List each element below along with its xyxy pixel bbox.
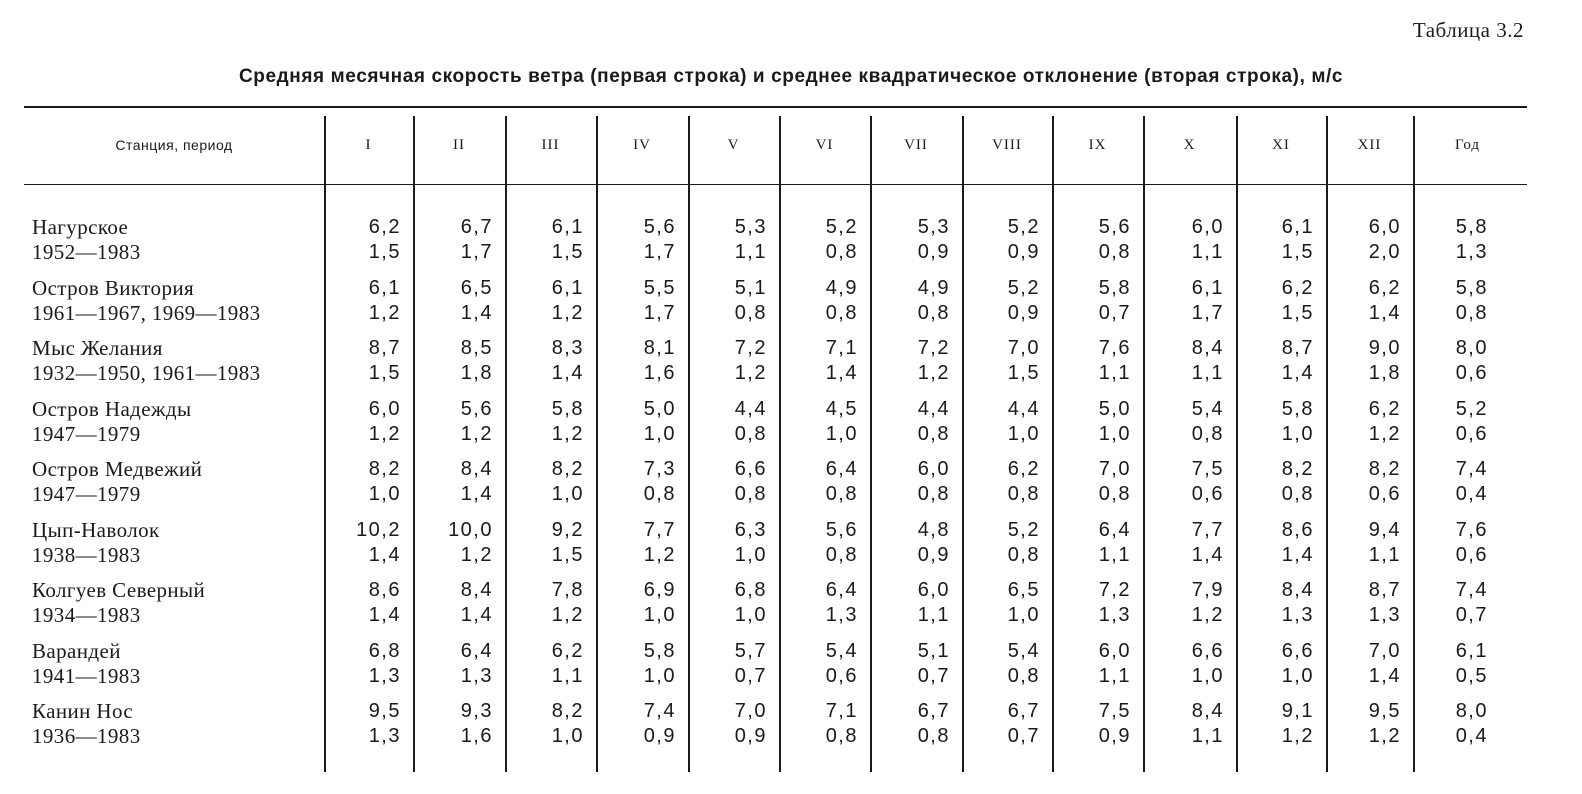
std-dev-cell: 0,8 [825,543,858,566]
mean-speed-cell: 4,4 [734,397,767,420]
std-dev-cell: 1,2 [734,362,767,384]
mean-speed-cell: 5,2 [825,216,858,238]
station-name: Мыс Желания [32,336,163,360]
std-dev-cell: 1,7 [460,241,493,263]
mean-speed-cell: 8,6 [1281,518,1314,541]
mean-speed-cell: 5,8 [1455,216,1488,238]
mean-speed-cell: 8,4 [1191,700,1224,722]
std-dev-cell: 1,3 [1098,604,1131,626]
station-period: 1936—1983 [32,724,141,748]
header-col-10: X [1183,136,1196,153]
std-dev-cell: 1,0 [643,604,676,626]
std-dev-cell: 1,1 [1368,543,1401,566]
std-dev-cell: 0,4 [1455,725,1488,747]
mean-speed-cell: 5,5 [643,276,676,299]
std-dev-cell: 0,8 [917,725,950,747]
mean-speed-cell: 8,2 [1281,458,1314,480]
mean-speed-cell: 5,6 [1098,216,1131,238]
mean-speed-cell: 8,0 [1455,700,1488,722]
std-dev-cell: 1,5 [368,241,401,263]
mean-speed-cell: 8,4 [460,579,493,601]
station-period: 1932—1950, 1961—1983 [32,361,261,385]
mean-speed-cell: 6,6 [1191,639,1224,662]
mean-speed-cell: 6,9 [643,579,676,601]
std-dev-cell: 1,4 [1368,301,1401,324]
mean-speed-cell: 5,4 [825,639,858,662]
std-dev-cell: 1,1 [551,664,584,687]
mean-speed-cell: 6,1 [551,276,584,299]
std-dev-cell: 1,0 [643,664,676,687]
std-dev-cell: 1,2 [551,604,584,626]
mean-speed-cell: 5,3 [734,216,767,238]
station-period: 1941—1983 [32,663,141,688]
std-dev-cell: 0,5 [1455,664,1488,687]
std-dev-cell: 0,8 [734,483,767,505]
mean-speed-cell: 6,2 [368,216,401,238]
header-col-11: XI [1272,136,1290,153]
std-dev-cell: 1,0 [734,543,767,566]
mean-speed-cell: 5,1 [917,639,950,662]
header-col-1: I [365,136,372,153]
mean-speed-cell: 7,9 [1191,579,1224,601]
mean-speed-cell: 8,2 [551,458,584,480]
std-dev-cell: 1,7 [1191,301,1224,324]
mean-speed-cell: 5,0 [643,397,676,420]
mean-speed-cell: 5,1 [734,276,767,299]
station-period: 1947—1979 [32,482,141,506]
std-dev-cell: 1,2 [917,362,950,384]
std-dev-cell: 0,9 [1007,301,1040,324]
std-dev-cell: 0,6 [1455,362,1488,384]
mean-speed-cell: 9,0 [1368,337,1401,359]
mean-speed-cell: 6,2 [551,639,584,662]
mean-speed-cell: 7,3 [643,458,676,480]
mean-speed-cell: 6,1 [551,216,584,238]
std-dev-cell: 1,2 [368,301,401,324]
mean-speed-cell: 7,0 [1098,458,1131,480]
std-dev-cell: 1,2 [460,543,493,566]
mean-speed-cell: 7,4 [1455,458,1488,480]
std-dev-cell: 1,1 [734,241,767,263]
station-name: Цып-Наволок [32,517,160,542]
std-dev-cell: 0,6 [1455,422,1488,445]
std-dev-cell: 0,9 [1098,725,1131,747]
std-dev-cell: 0,9 [917,241,950,263]
table-row [0,516,1582,572]
std-dev-cell: 1,1 [1191,725,1224,747]
mean-speed-cell: 6,3 [734,518,767,541]
mean-speed-cell: 9,5 [368,700,401,722]
mean-speed-cell: 7,7 [643,518,676,541]
std-dev-cell: 1,4 [460,483,493,505]
header-station: Станция, период [115,137,233,153]
mean-speed-cell: 8,2 [1368,458,1401,480]
std-dev-cell: 0,8 [1098,483,1131,505]
mean-speed-cell: 6,4 [1098,518,1131,541]
mean-speed-cell: 6,0 [917,579,950,601]
std-dev-cell: 1,4 [1191,543,1224,566]
mean-speed-cell: 7,2 [734,337,767,359]
std-dev-cell: 0,6 [1455,543,1488,566]
mean-speed-cell: 9,1 [1281,700,1314,722]
std-dev-cell: 0,4 [1455,483,1488,505]
mean-speed-cell: 5,8 [1455,276,1488,299]
mean-speed-cell: 8,3 [551,337,584,359]
mean-speed-cell: 4,9 [917,276,950,299]
std-dev-cell: 1,0 [1007,422,1040,445]
std-dev-cell: 0,8 [825,241,858,263]
mean-speed-cell: 5,7 [734,639,767,662]
header-col-7: VII [904,136,928,153]
mean-speed-cell: 6,1 [1281,216,1314,238]
table-row [0,274,1582,330]
std-dev-cell: 0,8 [734,422,767,445]
mean-speed-cell: 7,1 [825,337,858,359]
mean-speed-cell: 8,4 [1281,579,1314,601]
std-dev-cell: 1,4 [368,543,401,566]
std-dev-cell: 1,4 [825,362,858,384]
mean-speed-cell: 6,0 [368,397,401,420]
station-period: 1952—1983 [32,240,141,264]
mean-speed-cell: 8,7 [368,337,401,359]
mean-speed-cell: 6,0 [1191,216,1224,238]
std-dev-cell: 1,1 [1098,362,1131,384]
mean-speed-cell: 5,8 [643,639,676,662]
mean-speed-cell: 6,5 [460,276,493,299]
mean-speed-cell: 7,5 [1191,458,1224,480]
std-dev-cell: 0,9 [734,725,767,747]
std-dev-cell: 1,3 [1281,604,1314,626]
mean-speed-cell: 7,4 [1455,579,1488,601]
mean-speed-cell: 6,4 [460,639,493,662]
header-col-5: V [727,136,740,153]
std-dev-cell: 1,5 [1281,241,1314,263]
std-dev-cell: 0,8 [1455,301,1488,324]
std-dev-cell: 1,4 [460,604,493,626]
mean-speed-cell: 8,5 [460,337,493,359]
std-dev-cell: 1,0 [368,483,401,505]
station-name: Варандей [32,638,121,663]
std-dev-cell: 2,0 [1368,241,1401,263]
mean-speed-cell: 7,5 [1098,700,1131,722]
mean-speed-cell: 6,1 [368,276,401,299]
std-dev-cell: 1,2 [460,422,493,445]
mean-speed-cell: 5,8 [551,397,584,420]
std-dev-cell: 0,8 [1281,483,1314,505]
table-row [0,576,1582,632]
std-dev-cell: 1,2 [1368,422,1401,445]
mean-speed-cell: 5,4 [1191,397,1224,420]
mean-speed-cell: 4,8 [917,518,950,541]
table-number: Таблица 3.2 [1412,18,1524,42]
mean-speed-cell: 5,3 [917,216,950,238]
std-dev-cell: 1,2 [643,543,676,566]
std-dev-cell: 1,6 [643,362,676,384]
mean-speed-cell: 8,1 [643,337,676,359]
std-dev-cell: 1,1 [1191,362,1224,384]
std-dev-cell: 0,8 [825,725,858,747]
mean-speed-cell: 4,5 [825,397,858,420]
header-col-9: IX [1088,136,1107,153]
std-dev-cell: 0,6 [1368,483,1401,505]
mean-speed-cell: 7,4 [643,700,676,722]
std-dev-cell: 1,5 [1007,362,1040,384]
std-dev-cell: 1,2 [368,422,401,445]
mean-speed-cell: 5,6 [460,397,493,420]
header-col-13: Год [1454,136,1481,153]
table-row [0,455,1582,511]
mean-speed-cell: 6,7 [1007,700,1040,722]
mean-speed-cell: 6,0 [1098,639,1131,662]
mean-speed-cell: 5,6 [825,518,858,541]
station-name: Остров Надежды [32,396,192,421]
std-dev-cell: 1,2 [1281,725,1314,747]
mean-speed-cell: 6,1 [1455,639,1488,662]
mean-speed-cell: 6,8 [368,639,401,662]
std-dev-cell: 0,8 [917,301,950,324]
mean-speed-cell: 7,0 [1007,337,1040,359]
std-dev-cell: 1,5 [1281,301,1314,324]
mean-speed-cell: 6,2 [1368,276,1401,299]
mean-speed-cell: 8,6 [368,579,401,601]
std-dev-cell: 1,1 [917,604,950,626]
mean-speed-cell: 8,4 [460,458,493,480]
station-period: 1938—1983 [32,542,141,567]
std-dev-cell: 0,8 [734,301,767,324]
mean-speed-cell: 5,8 [1281,397,1314,420]
std-dev-cell: 1,0 [1281,664,1314,687]
header-rule [24,184,1527,185]
mean-speed-cell: 5,0 [1098,397,1131,420]
std-dev-cell: 1,4 [368,604,401,626]
mean-speed-cell: 8,2 [551,700,584,722]
std-dev-cell: 0,9 [917,543,950,566]
station-name: Колгуев Северный [32,578,206,602]
table-row [0,697,1582,753]
std-dev-cell: 1,3 [368,664,401,687]
std-dev-cell: 1,0 [1281,422,1314,445]
std-dev-cell: 0,8 [643,483,676,505]
std-dev-cell: 0,8 [1007,543,1040,566]
std-dev-cell: 0,8 [1191,422,1224,445]
header-col-4: IV [633,136,651,153]
mean-speed-cell: 7,2 [1098,579,1131,601]
std-dev-cell: 1,1 [1098,543,1131,566]
mean-speed-cell: 8,7 [1281,337,1314,359]
station-period: 1947—1979 [32,421,141,446]
mean-speed-cell: 9,5 [1368,700,1401,722]
station-period: 1961—1967, 1969—1983 [32,300,261,325]
std-dev-cell: 1,3 [1368,604,1401,626]
mean-speed-cell: 5,2 [1455,397,1488,420]
std-dev-cell: 1,3 [1455,241,1488,263]
station-name: Остров Медвежий [32,457,203,481]
station-name: Нагурское [32,215,129,239]
std-dev-cell: 0,9 [643,725,676,747]
mean-speed-cell: 9,3 [460,700,493,722]
mean-speed-cell: 5,4 [1007,639,1040,662]
table-row [0,637,1582,693]
mean-speed-cell: 7,1 [825,700,858,722]
mean-speed-cell: 7,0 [1368,639,1401,662]
std-dev-cell: 0,6 [1191,483,1224,505]
std-dev-cell: 1,5 [551,241,584,263]
mean-speed-cell: 6,1 [1191,276,1224,299]
mean-speed-cell: 10,0 [448,518,493,541]
mean-speed-cell: 6,8 [734,579,767,601]
std-dev-cell: 0,8 [825,301,858,324]
mean-speed-cell: 6,7 [460,216,493,238]
mean-speed-cell: 8,2 [368,458,401,480]
std-dev-cell: 1,6 [460,725,493,747]
table-row [0,334,1582,390]
std-dev-cell: 1,0 [551,725,584,747]
mean-speed-cell: 9,2 [551,518,584,541]
station-period: 1934—1983 [32,603,141,627]
mean-speed-cell: 5,6 [643,216,676,238]
std-dev-cell: 1,0 [1098,422,1131,445]
table-row [0,213,1582,269]
std-dev-cell: 0,8 [917,483,950,505]
std-dev-cell: 0,9 [1007,241,1040,263]
header-col-12: XII [1357,136,1382,153]
mean-speed-cell: 7,6 [1455,518,1488,541]
std-dev-cell: 1,3 [368,725,401,747]
std-dev-cell: 1,3 [460,664,493,687]
mean-speed-cell: 6,6 [734,458,767,480]
std-dev-cell: 0,8 [1007,664,1040,687]
std-dev-cell: 1,2 [1368,725,1401,747]
std-dev-cell: 0,7 [1455,604,1488,626]
std-dev-cell: 1,5 [551,543,584,566]
std-dev-cell: 1,4 [551,362,584,384]
mean-speed-cell: 7,8 [551,579,584,601]
std-dev-cell: 0,8 [1098,241,1131,263]
std-dev-cell: 1,8 [1368,362,1401,384]
mean-speed-cell: 5,2 [1007,518,1040,541]
std-dev-cell: 0,7 [1098,301,1131,324]
std-dev-cell: 1,3 [825,604,858,626]
mean-speed-cell: 5,8 [1098,276,1131,299]
std-dev-cell: 0,7 [917,664,950,687]
std-dev-cell: 0,6 [825,664,858,687]
std-dev-cell: 1,8 [460,362,493,384]
std-dev-cell: 1,1 [1191,241,1224,263]
std-dev-cell: 1,1 [1098,664,1131,687]
std-dev-cell: 1,4 [1281,543,1314,566]
mean-speed-cell: 6,2 [1281,276,1314,299]
std-dev-cell: 0,8 [825,483,858,505]
std-dev-cell: 1,7 [643,241,676,263]
mean-speed-cell: 6,7 [917,700,950,722]
std-dev-cell: 1,4 [1281,362,1314,384]
mean-speed-cell: 6,6 [1281,639,1314,662]
mean-speed-cell: 6,5 [1007,579,1040,601]
station-name: Остров Виктория [32,275,195,300]
mean-speed-cell: 6,0 [1368,216,1401,238]
std-dev-cell: 1,0 [825,422,858,445]
table-title: Средняя месячная скорость ветра (первая строка) и среднее квадратическое отклонение (вторая строка), м/с [238,66,1344,87]
std-dev-cell: 1,0 [1007,604,1040,626]
std-dev-cell: 0,7 [1007,725,1040,747]
mean-speed-cell: 7,0 [734,700,767,722]
std-dev-cell: 1,7 [643,301,676,324]
mean-speed-cell: 9,4 [1368,518,1401,541]
std-dev-cell: 1,2 [551,301,584,324]
mean-speed-cell: 6,2 [1368,397,1401,420]
mean-speed-cell: 7,2 [917,337,950,359]
std-dev-cell: 1,0 [643,422,676,445]
table-row [0,395,1582,451]
header-col-6: VI [815,136,834,153]
std-dev-cell: 1,4 [1368,664,1401,687]
std-dev-cell: 1,0 [734,604,767,626]
header-col-3: III [541,136,560,153]
std-dev-cell: 1,2 [1191,604,1224,626]
std-dev-cell: 0,7 [734,664,767,687]
mean-speed-cell: 6,2 [1007,458,1040,480]
std-dev-cell: 1,2 [551,422,584,445]
std-dev-cell: 0,8 [917,422,950,445]
mean-speed-cell: 4,9 [825,276,858,299]
std-dev-cell: 0,8 [1007,483,1040,505]
mean-speed-cell: 8,4 [1191,337,1224,359]
std-dev-cell: 1,4 [460,301,493,324]
mean-speed-cell: 5,2 [1007,216,1040,238]
mean-speed-cell: 8,7 [1368,579,1401,601]
mean-speed-cell: 4,4 [1007,397,1040,420]
mean-speed-cell: 6,0 [917,458,950,480]
std-dev-cell: 1,0 [1191,664,1224,687]
std-dev-cell: 1,0 [551,483,584,505]
mean-speed-cell: 7,7 [1191,518,1224,541]
header-col-8: VIII [992,136,1022,153]
header-col-2: II [453,136,465,153]
mean-speed-cell: 5,2 [1007,276,1040,299]
mean-speed-cell: 4,4 [917,397,950,420]
mean-speed-cell: 10,2 [356,518,401,541]
mean-speed-cell: 6,4 [825,579,858,601]
mean-speed-cell: 8,0 [1455,337,1488,359]
std-dev-cell: 1,5 [368,362,401,384]
mean-speed-cell: 7,6 [1098,337,1131,359]
station-name: Канин Нос [32,699,134,723]
mean-speed-cell: 6,4 [825,458,858,480]
